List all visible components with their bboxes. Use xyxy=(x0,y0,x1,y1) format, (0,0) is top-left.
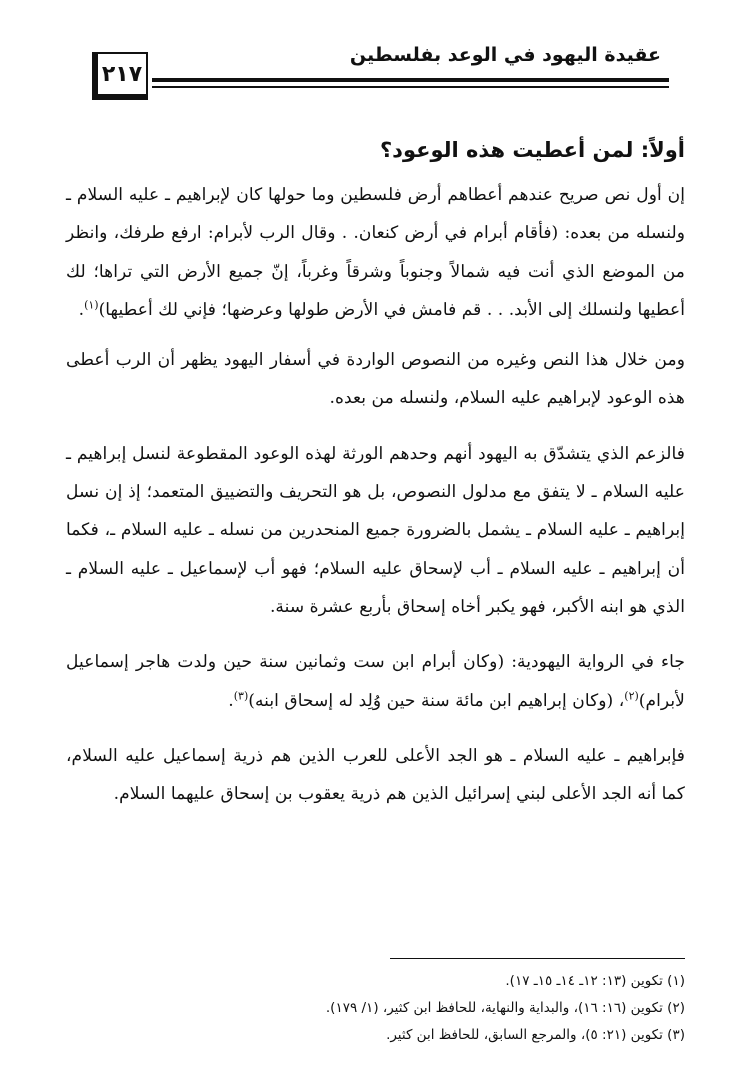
running-header-title: عقيدة اليهود في الوعد بفلسطين xyxy=(349,44,661,66)
header-rule-thick xyxy=(152,78,669,82)
footnote-ref-3[interactable]: (٣) xyxy=(233,688,249,702)
header-rule-thin xyxy=(152,86,669,88)
paragraph-1 xyxy=(66,176,685,329)
paragraph-1-text: إن أول نص صريح عندهم أعطاهم أرض فلسطين وما حولها كان لإبراهيم ـ عليه السلام ـ ولنسله من بعده: (فأقام أبرام في أرض كنعان. . وقال الرب لأبرام: ارفع طرفك، وانظر من الموضع الذي أنت فيه شمالاً وجنوباً وشرقاً وغرباً، إنّ جميع الأرض التي تراها؛ لك أعطيها ولنسلك إلى الأبد. . . قم فامش في الأرض طولها وعرضها؛ فإني لك أعطيها) xyxy=(66,185,685,320)
footnote-ref-2[interactable]: (٢) xyxy=(624,688,639,702)
footnote-3: (٣) تكوين (٢١: ٥)، والمرجع السابق، للحافظ ابن كثير. xyxy=(386,1027,685,1043)
paragraph-4-text: جاء في الرواية اليهودية: (وكان أبرام ابن ست وثمانين سنة حين ولدت هاجر إسماعيل لأبرام) xyxy=(66,652,685,711)
footnote-ref-1[interactable]: (١) xyxy=(84,298,99,312)
section-title: أولاً: لمن أعطيت هذه الوعود؟ xyxy=(379,138,685,162)
paragraph-4 xyxy=(66,643,685,720)
paragraph-1-tail: . xyxy=(78,299,85,320)
paragraph-2: ومن خلال هذا النص وغيره من النصوص الواردة في أسفار اليهود يظهر أن الرب أعطى هذه الوعود لإبراهيم عليه السلام، ولنسله من بعده. xyxy=(66,350,685,409)
page-number-box xyxy=(92,52,148,100)
footnotes xyxy=(100,968,685,1049)
paragraph-4-tail: . xyxy=(228,690,234,711)
footnote-2: (٢) تكوين (١٦: ١٦)، والبداية والنهاية، للحافظ ابن كثير، (١/ ١٧٩). xyxy=(325,1000,685,1016)
main-content xyxy=(66,138,685,830)
paragraph-4-middle: ، (وكان إبراهيم ابن مائة سنة حين وُلِد له إسحاق ابنه) xyxy=(248,690,625,711)
paragraph-5: فإبراهيم ـ عليه السلام ـ هو الجد الأعلى للعرب الذين هم ذرية إسماعيل عليه السلام، كما أنه الجد الأعلى لبني إسرائيل الذين هم ذرية يعقوب بن إسحاق عليهما السلام. xyxy=(66,745,685,805)
footnote-separator xyxy=(390,958,685,959)
footnote-1: (١) تكوين (١٣: ١٢ـ ١٤ـ ١٥ـ ١٧). xyxy=(505,973,685,989)
paragraph-3: فالزعم الذي يتشدّق به اليهود أنهم وحدهم الورثة لهذه الوعود المقطوعة لنسل إبراهيم ـ عليه السلام ـ لا يتفق مع مدلول النصوص، بل هو التحريف والتضييق المتعمد؛ إذ إن نسل إبراهيم ـ عليه السلام ـ يشمل بالضرورة جميع المنحدرين من نسله ـ عليه السلام ـ، فكما أن إبراهيم ـ عليه السلام ـ أب لإسحاق عليه السلام؛ فهو أب لإسماعيل ـ عليه السلام ـ الذي هو ابنه الأكبر، فهو يكبر أخاه إسحاق بأربع عشرة سنة. xyxy=(66,443,685,617)
page-number: ٢١٧ xyxy=(101,61,143,87)
